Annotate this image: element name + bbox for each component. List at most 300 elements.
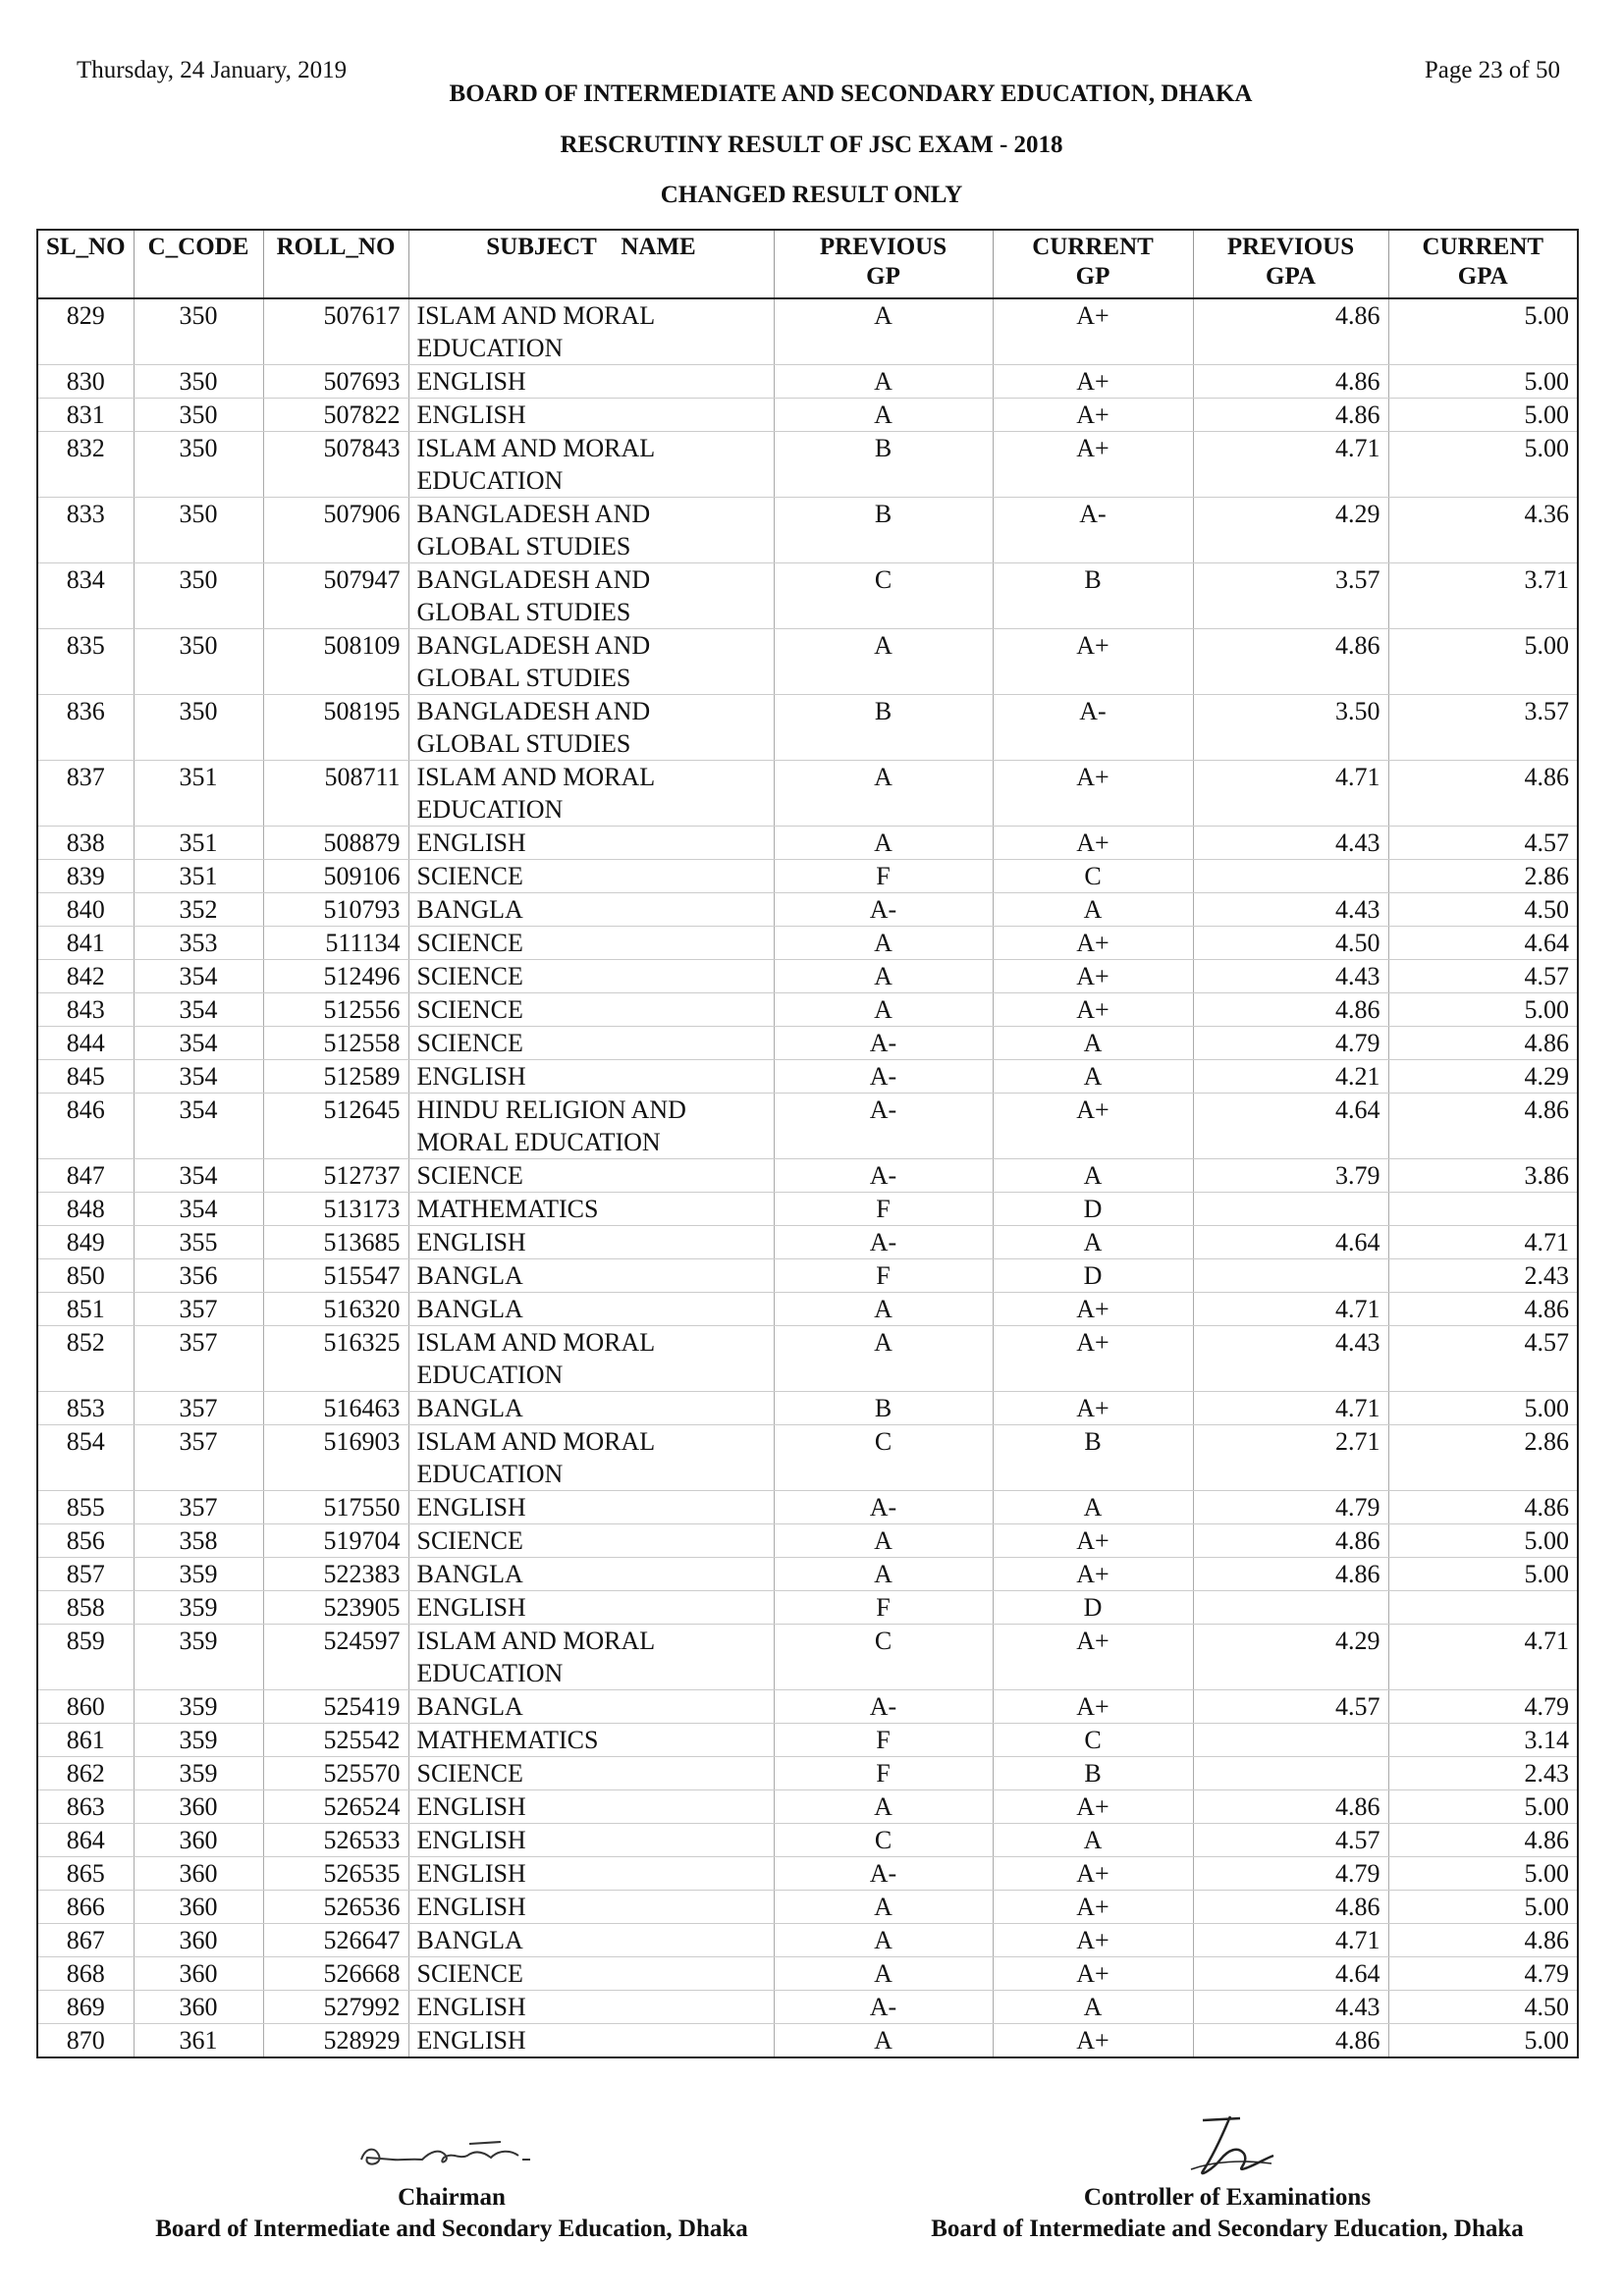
table-row [37, 1060, 1578, 1094]
sl-no-cell: 844 [37, 1027, 134, 1060]
subject-cell [408, 960, 774, 993]
subject-line: MATHEMATICS [416, 1726, 599, 1754]
subject-line: BANGLA [416, 1394, 523, 1422]
current-gpa-cell: 5.00 [1388, 993, 1578, 1027]
exam-title: RESCRUTINY RESULT OF JSC EXAM - 2018 [560, 132, 1063, 158]
previous-gpa-cell [1193, 1193, 1388, 1226]
current-gp-cell: A+ [993, 960, 1193, 993]
previous-gp-cell: A [774, 1558, 993, 1591]
previous-gp-cell: F [774, 1757, 993, 1790]
page-number: Page 23 of 50 [1424, 57, 1560, 83]
current-gpa-cell: 5.00 [1388, 365, 1578, 399]
subject-line: BANGLADESH AND [416, 565, 651, 594]
subject-line: SCIENCE [416, 962, 523, 990]
previous-gpa-cell [1193, 1259, 1388, 1293]
table-row [37, 1690, 1578, 1724]
roll-no-cell: 516325 [263, 1326, 408, 1392]
subject-cell [408, 498, 774, 563]
sl-no-cell: 847 [37, 1159, 134, 1193]
previous-gp-cell: C [774, 1625, 993, 1690]
sl-no-cell: 836 [37, 695, 134, 761]
c-code-cell: 360 [134, 1824, 263, 1857]
sl-no-cell: 865 [37, 1857, 134, 1891]
previous-gpa-cell: 4.86 [1193, 2024, 1388, 2058]
previous-gpa-cell: 4.86 [1193, 365, 1388, 399]
current-gpa-cell: 3.86 [1388, 1159, 1578, 1193]
subject-line: SCIENCE [416, 862, 523, 890]
table-row [37, 365, 1578, 399]
previous-gpa-cell: 4.71 [1193, 761, 1388, 827]
controller-organization: Board of Intermediate and Secondary Education, Dhaka [931, 2216, 1524, 2242]
previous-gp-cell: B [774, 432, 993, 498]
subject-line: SCIENCE [416, 1161, 523, 1190]
previous-gp-cell: A- [774, 1991, 993, 2024]
previous-gp-cell: A [774, 960, 993, 993]
previous-gpa-cell: 4.86 [1193, 1558, 1388, 1591]
previous-gp-cell: F [774, 1259, 993, 1293]
c-code-cell: 359 [134, 1757, 263, 1790]
subject-cell [408, 1957, 774, 1991]
c-code-cell: 351 [134, 761, 263, 827]
subject-line: EDUCATION [416, 1361, 564, 1389]
subject-cell [408, 1625, 774, 1690]
previous-gp-cell: A [774, 365, 993, 399]
subject-line: ENGLISH [416, 1826, 526, 1854]
previous-gp-cell: C [774, 1824, 993, 1857]
subject-cell [408, 432, 774, 498]
previous-gp-cell: A- [774, 893, 993, 927]
chairman-title: Chairman [398, 2184, 506, 2211]
subject-line: EDUCATION [416, 1659, 564, 1687]
roll-no-cell: 513685 [263, 1226, 408, 1259]
roll-no-cell: 507906 [263, 498, 408, 563]
sl-no-cell: 839 [37, 860, 134, 893]
previous-gp-cell: A- [774, 1857, 993, 1891]
subject-cell [408, 1491, 774, 1524]
subject-cell [408, 1724, 774, 1757]
previous-gp-cell: A- [774, 1094, 993, 1159]
previous-gp-cell: A [774, 399, 993, 432]
table-row [37, 1924, 1578, 1957]
subject-cell [408, 1891, 774, 1924]
c-code-cell: 350 [134, 298, 263, 365]
previous-gpa-cell: 4.43 [1193, 827, 1388, 860]
current-gpa-cell: 4.86 [1388, 1027, 1578, 1060]
subject-line: MATHEMATICS [416, 1195, 599, 1223]
subject-cell [408, 1293, 774, 1326]
subject-line: ENGLISH [416, 1859, 526, 1888]
table-row [37, 1891, 1578, 1924]
sl-no-cell: 835 [37, 629, 134, 695]
table-row [37, 1293, 1578, 1326]
subject-cell [408, 1690, 774, 1724]
current-gpa-cell: 4.86 [1388, 761, 1578, 827]
c-code-cell: 360 [134, 1790, 263, 1824]
column-header-subject: SUBJECT NAME [408, 230, 774, 298]
current-gp-cell: A+ [993, 1392, 1193, 1425]
previous-gpa-cell: 4.57 [1193, 1690, 1388, 1724]
subject-line: ISLAM AND MORAL [416, 434, 656, 462]
current-gpa-cell: 5.00 [1388, 1790, 1578, 1824]
c-code-cell: 350 [134, 695, 263, 761]
subject-cell [408, 1757, 774, 1790]
previous-gpa-cell: 3.79 [1193, 1159, 1388, 1193]
current-gp-cell: A- [993, 695, 1193, 761]
current-gpa-cell: 5.00 [1388, 1558, 1578, 1591]
current-gpa-cell: 4.64 [1388, 927, 1578, 960]
table-row [37, 1625, 1578, 1690]
current-gp-cell: A+ [993, 399, 1193, 432]
subject-cell [408, 695, 774, 761]
current-gp-cell: D [993, 1193, 1193, 1226]
roll-no-cell: 507693 [263, 365, 408, 399]
previous-gp-cell: A [774, 298, 993, 365]
previous-gpa-cell [1193, 1724, 1388, 1757]
subject-cell [408, 1591, 774, 1625]
column-header-c-code: C_CODE [134, 230, 263, 298]
table-row [37, 2024, 1578, 2058]
roll-no-cell: 515547 [263, 1259, 408, 1293]
previous-gp-cell: A [774, 1957, 993, 1991]
previous-gp-cell: A [774, 927, 993, 960]
subject-line: BANGLA [416, 895, 523, 924]
current-gpa-cell: 4.86 [1388, 1293, 1578, 1326]
roll-no-cell: 507947 [263, 563, 408, 629]
subject-cell [408, 1524, 774, 1558]
sl-no-cell: 864 [37, 1824, 134, 1857]
subject-line: GLOBAL STUDIES [416, 598, 631, 626]
c-code-cell: 360 [134, 1857, 263, 1891]
roll-no-cell: 525542 [263, 1724, 408, 1757]
subject-cell [408, 1824, 774, 1857]
roll-no-cell: 512589 [263, 1060, 408, 1094]
table-row [37, 927, 1578, 960]
previous-gpa-cell: 4.43 [1193, 960, 1388, 993]
sl-no-cell: 853 [37, 1392, 134, 1425]
sl-no-cell: 862 [37, 1757, 134, 1790]
subject-cell [408, 1193, 774, 1226]
subject-line: ENGLISH [416, 2026, 526, 2055]
current-gp-cell: A+ [993, 1957, 1193, 1991]
result-subtitle: CHANGED RESULT ONLY [660, 182, 963, 208]
current-gpa-cell [1388, 1193, 1578, 1226]
current-gpa-cell: 4.71 [1388, 1625, 1578, 1690]
subject-line: SCIENCE [416, 1029, 523, 1057]
roll-no-cell: 528929 [263, 2024, 408, 2058]
sl-no-cell: 846 [37, 1094, 134, 1159]
current-gp-cell: A [993, 1991, 1193, 2024]
c-code-cell: 354 [134, 960, 263, 993]
table-row [37, 761, 1578, 827]
current-gpa-cell: 5.00 [1388, 1857, 1578, 1891]
previous-gpa-cell: 3.57 [1193, 563, 1388, 629]
c-code-cell: 360 [134, 1924, 263, 1957]
subject-line: SCIENCE [416, 995, 523, 1024]
roll-no-cell: 523905 [263, 1591, 408, 1625]
roll-no-cell: 525570 [263, 1757, 408, 1790]
table-row [37, 1226, 1578, 1259]
sl-no-cell: 842 [37, 960, 134, 993]
table-row [37, 993, 1578, 1027]
c-code-cell: 359 [134, 1724, 263, 1757]
c-code-cell: 357 [134, 1326, 263, 1392]
previous-gp-cell: B [774, 498, 993, 563]
previous-gp-cell: A [774, 1891, 993, 1924]
previous-gpa-cell: 4.86 [1193, 1891, 1388, 1924]
sl-no-cell: 856 [37, 1524, 134, 1558]
column-header-previous-gp: PREVIOUS GP [774, 230, 993, 298]
sl-no-cell: 867 [37, 1924, 134, 1957]
results-table [36, 229, 1579, 2058]
subject-line: BANGLA [416, 1560, 523, 1588]
subject-line: BANGLADESH AND [416, 631, 651, 660]
current-gp-cell: A [993, 893, 1193, 927]
roll-no-cell: 508195 [263, 695, 408, 761]
subject-line: ISLAM AND MORAL [416, 301, 656, 330]
current-gp-cell: A+ [993, 629, 1193, 695]
c-code-cell: 354 [134, 1027, 263, 1060]
handwritten-signature-icon [1173, 2110, 1281, 2181]
sl-no-cell: 837 [37, 761, 134, 827]
previous-gpa-cell: 4.57 [1193, 1824, 1388, 1857]
subject-line: ENGLISH [416, 400, 526, 429]
c-code-cell: 350 [134, 432, 263, 498]
c-code-cell: 361 [134, 2024, 263, 2058]
sl-no-cell: 863 [37, 1790, 134, 1824]
previous-gp-cell: F [774, 1724, 993, 1757]
roll-no-cell: 512558 [263, 1027, 408, 1060]
table-row [37, 1193, 1578, 1226]
sl-no-cell: 831 [37, 399, 134, 432]
roll-no-cell: 507843 [263, 432, 408, 498]
table-header-row [37, 230, 1578, 298]
subject-line: GLOBAL STUDIES [416, 532, 631, 561]
subject-line: SCIENCE [416, 1959, 523, 1988]
roll-no-cell: 512645 [263, 1094, 408, 1159]
previous-gpa-cell: 4.86 [1193, 1524, 1388, 1558]
subject-line: ENGLISH [416, 828, 526, 857]
current-gpa-cell: 2.43 [1388, 1259, 1578, 1293]
chairman-signature-block [108, 2182, 795, 2245]
roll-no-cell: 526536 [263, 1891, 408, 1924]
previous-gpa-cell: 4.71 [1193, 432, 1388, 498]
previous-gpa-cell: 4.43 [1193, 1991, 1388, 2024]
previous-gpa-cell: 4.64 [1193, 1226, 1388, 1259]
c-code-cell: 355 [134, 1226, 263, 1259]
subject-line: MORAL EDUCATION [416, 1128, 661, 1156]
previous-gp-cell: A [774, 1924, 993, 1957]
current-gp-cell: C [993, 1724, 1193, 1757]
previous-gpa-cell: 4.71 [1193, 1293, 1388, 1326]
previous-gpa-cell: 4.43 [1193, 893, 1388, 927]
current-gp-cell: D [993, 1259, 1193, 1293]
roll-no-cell: 516320 [263, 1293, 408, 1326]
table-row [37, 298, 1578, 365]
table-row [37, 1425, 1578, 1491]
table-row [37, 563, 1578, 629]
sl-no-cell: 859 [37, 1625, 134, 1690]
c-code-cell: 360 [134, 1991, 263, 2024]
current-gp-cell: A [993, 1226, 1193, 1259]
current-gp-cell: A [993, 1060, 1193, 1094]
previous-gpa-cell: 4.50 [1193, 927, 1388, 960]
table-row [37, 1591, 1578, 1625]
previous-gp-cell: A [774, 827, 993, 860]
subject-line: HINDU RELIGION AND [416, 1095, 686, 1124]
current-gpa-cell: 4.36 [1388, 498, 1578, 563]
previous-gp-cell: F [774, 1591, 993, 1625]
current-gp-cell: A+ [993, 827, 1193, 860]
c-code-cell: 350 [134, 563, 263, 629]
roll-no-cell: 527992 [263, 1991, 408, 2024]
sl-no-cell: 851 [37, 1293, 134, 1326]
subject-line: EDUCATION [416, 795, 564, 824]
current-gp-cell: A [993, 1159, 1193, 1193]
c-code-cell: 357 [134, 1392, 263, 1425]
sl-no-cell: 848 [37, 1193, 134, 1226]
controller-title: Controller of Examinations [1083, 2184, 1372, 2211]
roll-no-cell: 516903 [263, 1425, 408, 1491]
current-gp-cell: A+ [993, 2024, 1193, 2058]
table-row [37, 1326, 1578, 1392]
table-row [37, 1724, 1578, 1757]
current-gp-cell: A+ [993, 432, 1193, 498]
subject-cell [408, 1094, 774, 1159]
sl-no-cell: 833 [37, 498, 134, 563]
table-row [37, 893, 1578, 927]
current-gp-cell: A+ [993, 1326, 1193, 1392]
previous-gp-cell: B [774, 1392, 993, 1425]
current-gpa-cell: 4.86 [1388, 1824, 1578, 1857]
subject-cell [408, 1392, 774, 1425]
c-code-cell: 357 [134, 1293, 263, 1326]
subject-line: ENGLISH [416, 1593, 526, 1622]
current-gp-cell: A+ [993, 298, 1193, 365]
current-gpa-cell: 4.50 [1388, 1991, 1578, 2024]
sl-no-cell: 838 [37, 827, 134, 860]
subject-line: ENGLISH [416, 1893, 526, 1921]
previous-gpa-cell: 4.71 [1193, 1924, 1388, 1957]
roll-no-cell: 512556 [263, 993, 408, 1027]
previous-gpa-cell: 3.50 [1193, 695, 1388, 761]
roll-no-cell: 507617 [263, 298, 408, 365]
previous-gpa-cell: 4.71 [1193, 1392, 1388, 1425]
table-row [37, 399, 1578, 432]
roll-no-cell: 508711 [263, 761, 408, 827]
subject-cell [408, 298, 774, 365]
subject-cell [408, 365, 774, 399]
previous-gpa-cell: 4.79 [1193, 1027, 1388, 1060]
current-gp-cell: B [993, 563, 1193, 629]
subject-line: ENGLISH [416, 1493, 526, 1522]
current-gpa-cell: 3.14 [1388, 1724, 1578, 1757]
roll-no-cell: 525419 [263, 1690, 408, 1724]
c-code-cell: 353 [134, 927, 263, 960]
table-row [37, 1824, 1578, 1857]
previous-gpa-cell: 4.79 [1193, 1491, 1388, 1524]
sl-no-cell: 830 [37, 365, 134, 399]
column-header-previous-gpa: PREVIOUS GPA [1193, 230, 1388, 298]
previous-gp-cell: A- [774, 1491, 993, 1524]
roll-no-cell: 526535 [263, 1857, 408, 1891]
c-code-cell: 350 [134, 365, 263, 399]
current-gpa-cell: 2.43 [1388, 1757, 1578, 1790]
current-gp-cell: D [993, 1591, 1193, 1625]
c-code-cell: 359 [134, 1591, 263, 1625]
c-code-cell: 354 [134, 1094, 263, 1159]
table-row [37, 860, 1578, 893]
subject-line: BANGLA [416, 1261, 523, 1290]
c-code-cell: 354 [134, 993, 263, 1027]
sl-no-cell: 869 [37, 1991, 134, 2024]
roll-no-cell: 509106 [263, 860, 408, 893]
current-gp-cell: A+ [993, 927, 1193, 960]
table-row [37, 629, 1578, 695]
c-code-cell: 358 [134, 1524, 263, 1558]
subject-cell [408, 1790, 774, 1824]
sl-no-cell: 832 [37, 432, 134, 498]
current-gp-cell: A+ [993, 365, 1193, 399]
table-row [37, 1392, 1578, 1425]
subject-cell [408, 1558, 774, 1591]
chairman-organization: Board of Intermediate and Secondary Education, Dhaka [155, 2216, 748, 2242]
roll-no-cell: 526533 [263, 1824, 408, 1857]
table-row [37, 695, 1578, 761]
c-code-cell: 354 [134, 1193, 263, 1226]
previous-gp-cell: C [774, 1425, 993, 1491]
subject-line: EDUCATION [416, 1460, 564, 1488]
previous-gp-cell: A- [774, 1159, 993, 1193]
sl-no-cell: 840 [37, 893, 134, 927]
column-header-current-gp: CURRENT GP [993, 230, 1193, 298]
current-gp-cell: A [993, 1824, 1193, 1857]
subject-line: BANGLADESH AND [416, 500, 651, 528]
current-gpa-cell: 4.86 [1388, 1491, 1578, 1524]
previous-gp-cell: A- [774, 1690, 993, 1724]
table-row [37, 960, 1578, 993]
subject-line: ENGLISH [416, 1062, 526, 1091]
c-code-cell: 356 [134, 1259, 263, 1293]
previous-gp-cell: A- [774, 1027, 993, 1060]
c-code-cell: 352 [134, 893, 263, 927]
subject-cell [408, 1326, 774, 1392]
subject-line: BANGLA [416, 1295, 523, 1323]
current-gpa-cell: 4.57 [1388, 960, 1578, 993]
current-gpa-cell: 4.71 [1388, 1226, 1578, 1259]
subject-cell [408, 1857, 774, 1891]
subject-line: BANGLA [416, 1926, 523, 1954]
roll-no-cell: 526647 [263, 1924, 408, 1957]
handwritten-signature-icon [353, 2130, 550, 2179]
previous-gpa-cell: 4.86 [1193, 629, 1388, 695]
c-code-cell: 350 [134, 399, 263, 432]
subject-line: SCIENCE [416, 1526, 523, 1555]
current-gpa-cell: 4.50 [1388, 893, 1578, 927]
current-gpa-cell: 5.00 [1388, 629, 1578, 695]
roll-no-cell: 512496 [263, 960, 408, 993]
results-table-body [37, 298, 1578, 2057]
previous-gp-cell: A [774, 629, 993, 695]
previous-gpa-cell: 4.64 [1193, 1094, 1388, 1159]
roll-no-cell: 516463 [263, 1392, 408, 1425]
subject-cell [408, 629, 774, 695]
previous-gp-cell: A [774, 761, 993, 827]
current-gpa-cell: 5.00 [1388, 298, 1578, 365]
current-gpa-cell: 5.00 [1388, 2024, 1578, 2058]
subject-cell [408, 1027, 774, 1060]
subject-line: ISLAM AND MORAL [416, 1627, 656, 1655]
board-title: BOARD OF INTERMEDIATE AND SECONDARY EDUCATION, DHAKA [449, 80, 1253, 107]
